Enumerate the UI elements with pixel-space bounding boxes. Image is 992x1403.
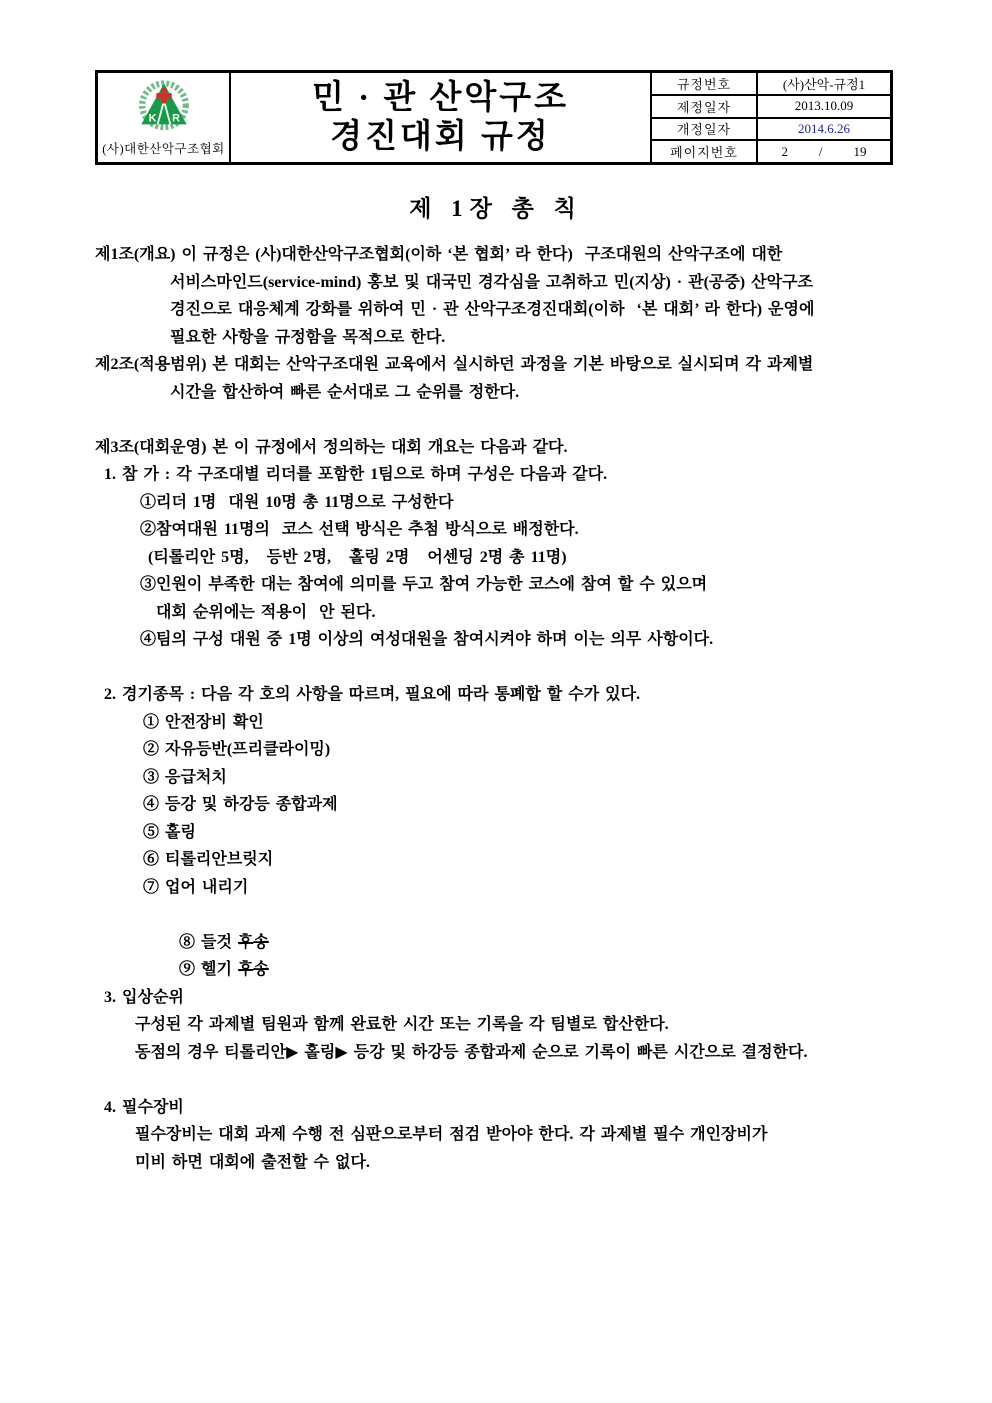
doc-line: 필요한 사항을 규정함을 목적으로 한다. bbox=[170, 328, 446, 346]
doc-line-section1: 1. 참 가 : 각 구조대별 리더를 포함한 1팀으로 하며 구성은 다음과 같다. bbox=[104, 466, 608, 483]
doc-line-text: ⑨ 헬기 bbox=[179, 961, 238, 978]
doc-line: 구성된 각 과제별 팀원과 함께 완료한 시간 또는 기록을 각 팀별로 합산한다. bbox=[135, 1016, 669, 1033]
doc-line-event-item: ④ 등강 및 하강등 종합과제 bbox=[143, 796, 338, 813]
org-name: (사)대한산악구조협회 bbox=[102, 141, 225, 156]
doc-line: ②참여대원 11명의 코스 선택 방식은 추첨 방식으로 배정한다. bbox=[140, 521, 579, 538]
meta-label: 개정일자 bbox=[652, 119, 758, 140]
doc-line: 시간을 합산하여 빠른 순서대로 그 순위를 정한다. bbox=[170, 383, 520, 401]
doc-line-article1: 제1조(개요) 이 규정은 (사)대한산악구조협회(이하 ‘본 협회’ 라 한다) 구조대원의 산악구조에 대한 bbox=[95, 246, 783, 263]
doc-line-event-item: ① 안전장비 확인 bbox=[143, 713, 264, 731]
logo-letter-k: K bbox=[148, 112, 156, 125]
document-body bbox=[95, 241, 910, 1176]
meta-row-page-number bbox=[652, 141, 890, 162]
doc-line: ④팀의 구성 대원 중 1명 이상의 여성대원을 참여시켜야 하며 이는 의무 사항이다. bbox=[140, 631, 714, 648]
doc-line: 필수장비는 대회 과제 수행 전 심판으로부터 점검 받아야 한다. 각 과제별 필수 개인장비가 bbox=[135, 1126, 768, 1143]
spacer-line bbox=[95, 406, 910, 434]
doc-line-event-item: ③ 응급처치 bbox=[143, 768, 227, 786]
struck-text: 후송 bbox=[237, 933, 269, 951]
doc-line-article3: 제3조(대회운영) 본 이 규정에서 정의하는 대회 개요는 다음과 같다. bbox=[95, 438, 568, 456]
chapter-heading: 제 1장 총 칙 bbox=[409, 196, 583, 221]
meta-label: 제정일자 bbox=[652, 96, 758, 117]
logo-letter-r: R bbox=[171, 112, 180, 125]
rescue-association-logo-icon bbox=[135, 79, 193, 137]
doc-line-section4: 4. 필수장비 bbox=[104, 1098, 184, 1116]
doc-line: ①리더 1명 대원 10명 총 11명으로 구성한다 bbox=[140, 493, 454, 511]
struck-text: 후송 bbox=[237, 961, 269, 978]
header-table bbox=[95, 70, 893, 165]
page-separator: / bbox=[818, 143, 823, 159]
doc-line: 대회 순위에는 적용이 안 된다. bbox=[156, 603, 376, 621]
spacer-line bbox=[95, 654, 910, 682]
doc-line: 미비 하면 대회에 출전할 수 없다. bbox=[135, 1153, 370, 1171]
logo-cell bbox=[98, 73, 231, 162]
meta-table bbox=[652, 73, 890, 162]
meta-value: 2013.10.09 bbox=[794, 98, 854, 114]
doc-line: 동점의 경우 티롤리안▶ 홀링▶ 등강 및 하강등 종합과제 순으로 기록이 빠른 시간으로 결정한다. bbox=[135, 1043, 808, 1061]
doc-line-event-item: ⑤ 홀링 bbox=[143, 823, 196, 841]
document-title bbox=[231, 73, 652, 162]
doc-line: (티롤리안 5명, 등반 2명, 홀링 2명 어센딩 2명 총 11명) bbox=[148, 548, 567, 566]
meta-value-pages bbox=[758, 141, 890, 162]
doc-line-section3: 3. 입상순위 bbox=[104, 988, 184, 1006]
doc-line: 서비스마인드(service-mind) 홍보 및 대국민 경각심을 고취하고 민(지상) · 관(공중) 산악구조 bbox=[170, 273, 813, 291]
meta-row-enacted-date bbox=[652, 96, 890, 119]
doc-line-event-item: ⑦ 업어 내리기 bbox=[143, 878, 249, 896]
meta-label: 페이지번호 bbox=[652, 141, 758, 162]
meta-label: 규정번호 bbox=[652, 73, 758, 94]
doc-line-text: ⑧ 들것 bbox=[179, 933, 238, 951]
doc-line: 경진으로 대응체계 강화를 위하여 민 · 관 산악구조경진대회(이하 ‘본 대회’ 라 한다) 운영에 bbox=[170, 301, 815, 318]
page-total: 19 bbox=[853, 143, 867, 159]
doc-line-event-item: ② 자유등반(프리클라이밍) bbox=[143, 741, 331, 758]
spacer-line bbox=[95, 1066, 910, 1094]
document-title-line1: 민 · 관 산악구조 bbox=[311, 79, 570, 116]
doc-line-section2: 2. 경기종목 : 다음 각 호의 사항을 따르며, 필요에 따라 통폐합 할 수가 있다. bbox=[104, 686, 641, 703]
meta-row-revised-date bbox=[652, 119, 890, 142]
meta-value-revision-date: 2014.6.26 bbox=[798, 120, 850, 136]
document-title-line2: 경진대회 규정 bbox=[330, 118, 551, 155]
meta-value: (사)산악-규정1 bbox=[782, 76, 866, 92]
page-current: 2 bbox=[781, 143, 788, 159]
doc-line-event-item bbox=[95, 901, 910, 951]
doc-line: ③인원이 부족한 대는 참여에 의미를 두고 참여 가능한 코스에 참여 할 수 있으며 bbox=[140, 576, 708, 593]
doc-line-event-item: ⑥ 티롤리안브릿지 bbox=[143, 851, 274, 868]
meta-row-regulation-number bbox=[652, 73, 890, 96]
doc-line-article2: 제2조(적용범위) 본 대회는 산악구조대원 교육에서 실시하던 과정을 기본 바탕으로 실시되며 각 과제별 bbox=[95, 356, 814, 373]
